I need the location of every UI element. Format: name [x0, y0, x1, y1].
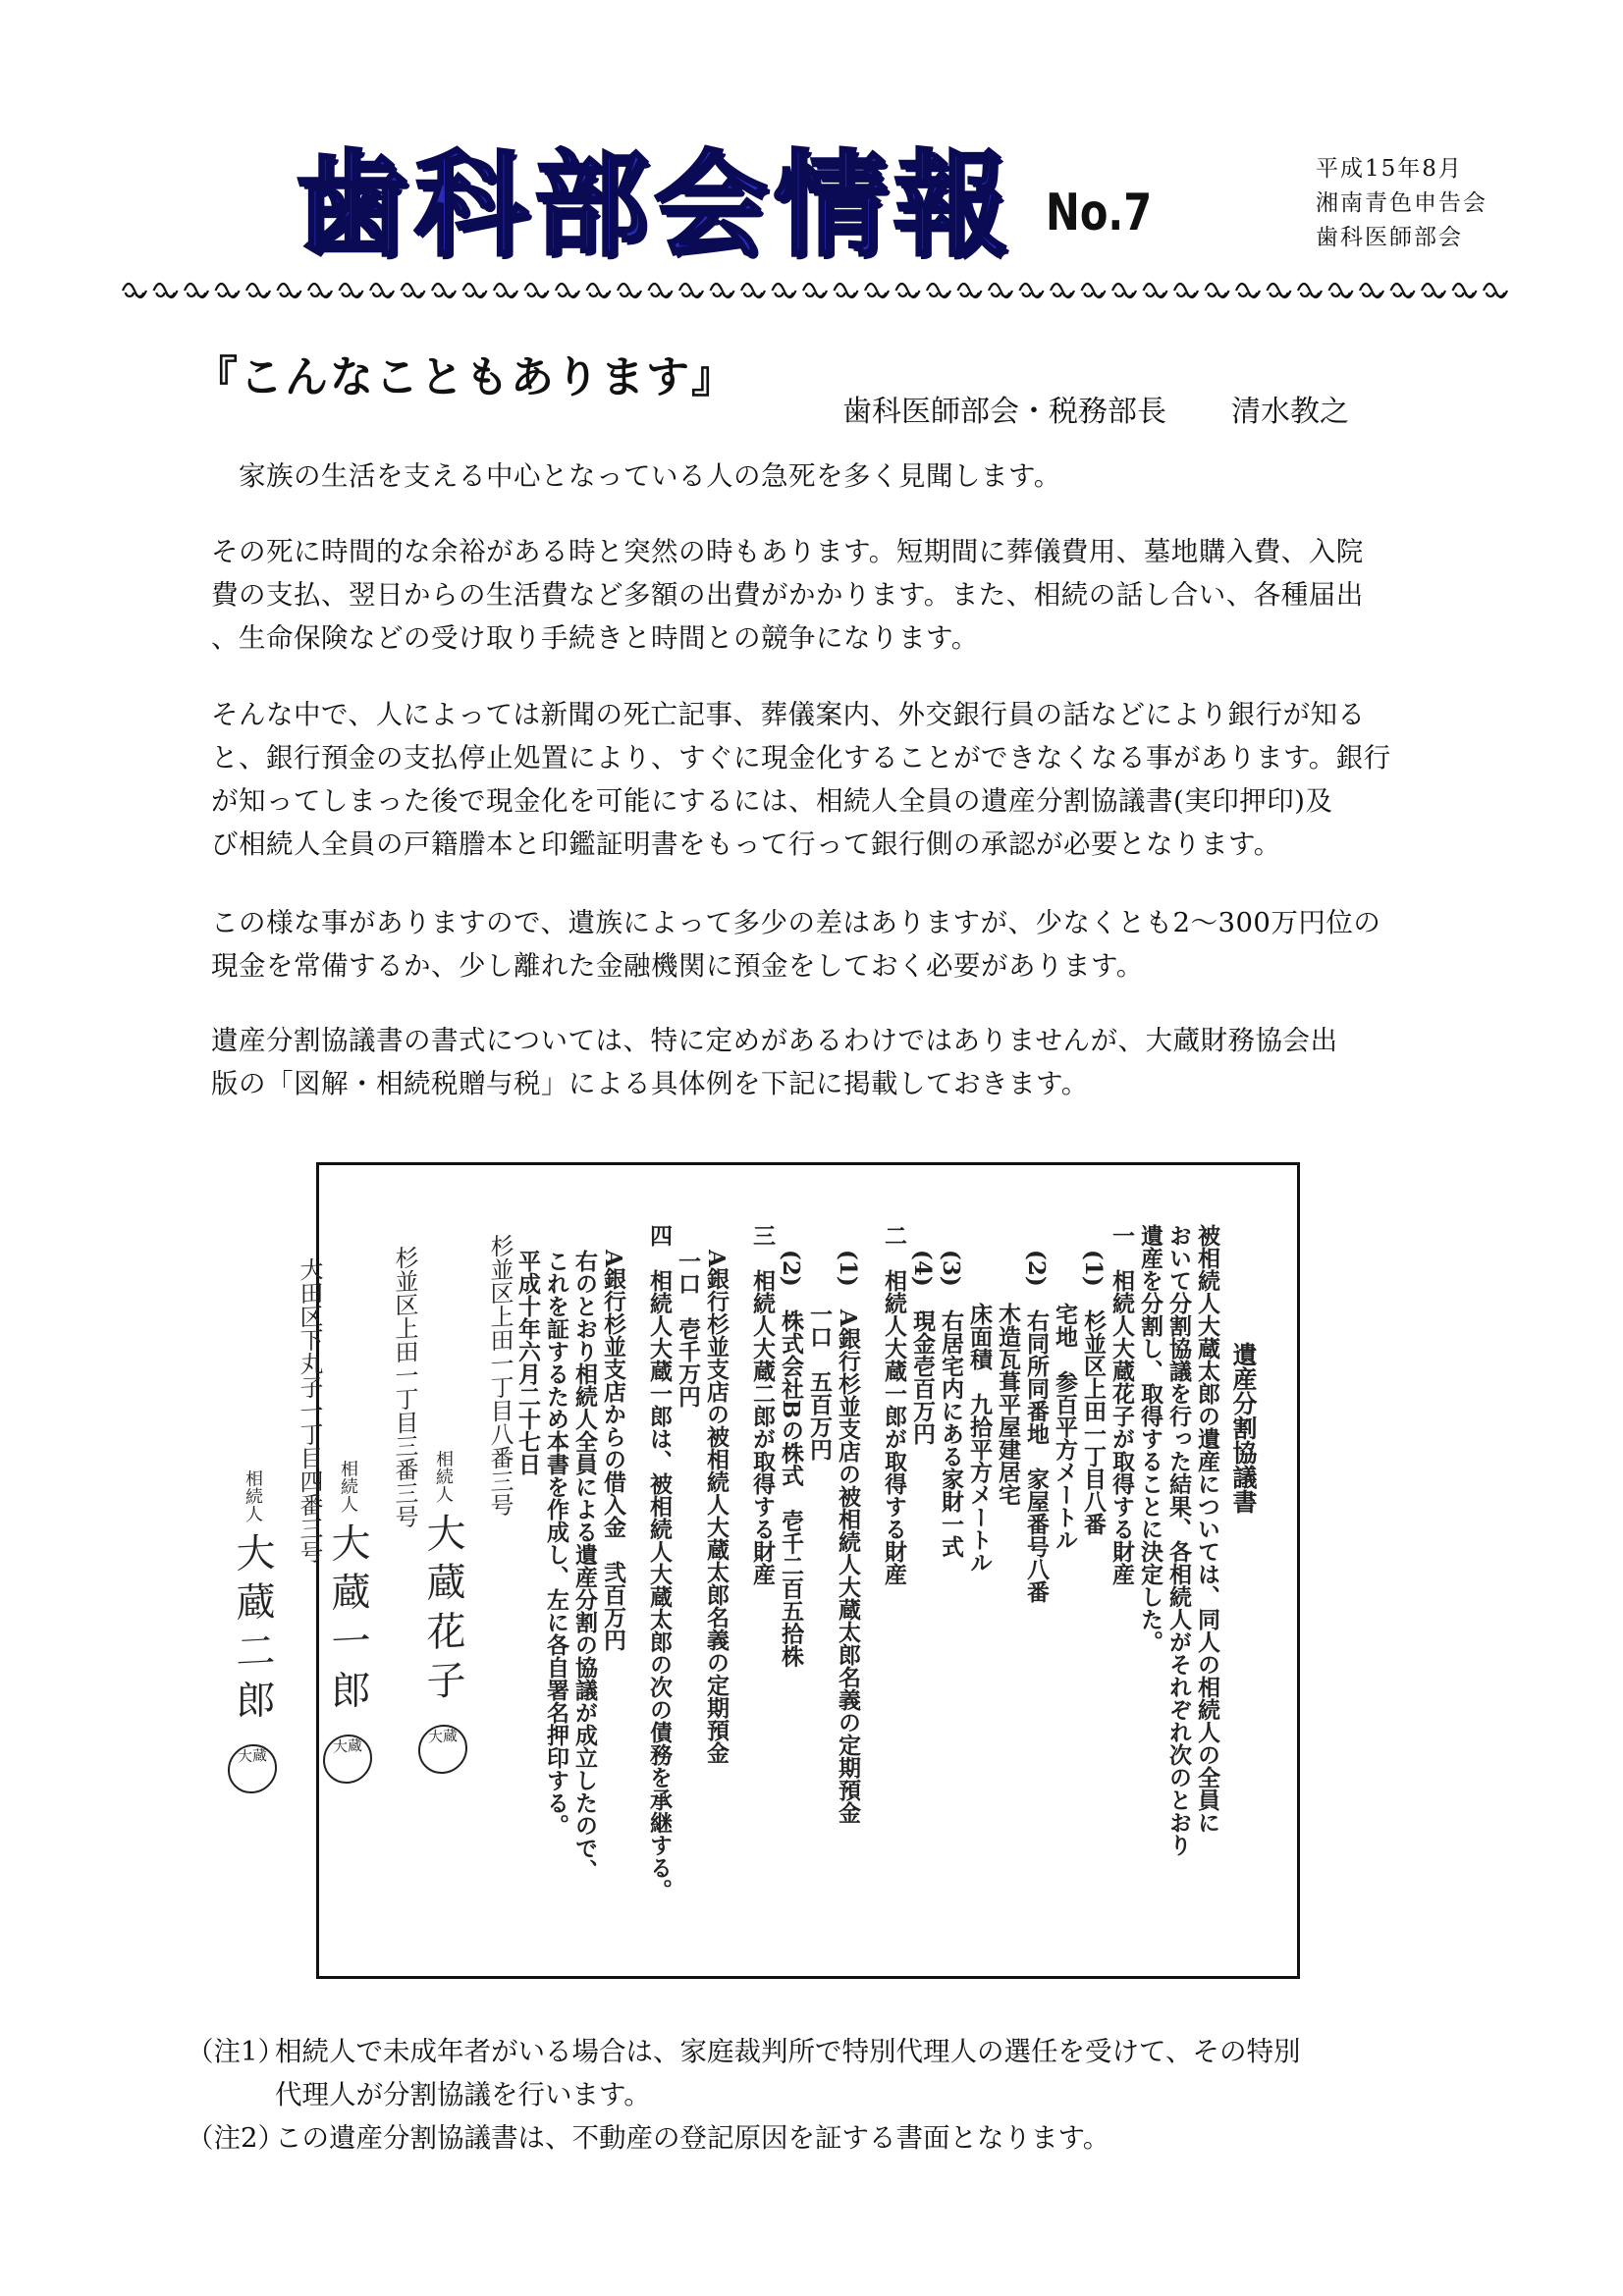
paragraph-line: 版の「図解・相続税贈与税」による具体例を下記に掲載しておきます。	[211, 1068, 1089, 1099]
divider-ornament	[1051, 284, 1074, 297]
divider-ornament	[1174, 284, 1198, 297]
divider-ornament	[1360, 284, 1383, 297]
document-line: 四 相続人大蔵一郎は、被相続人大蔵太郎の次の債務を承継する。	[646, 1224, 673, 1901]
author-role: 歯科医師部会・税務部長	[842, 395, 1166, 429]
paragraph-line: 費の支払、翌日からの生活費など多額の出費がかかります。また、相続の話し合い、各種届出	[211, 579, 1364, 611]
divider-ornament	[402, 284, 425, 297]
divider-ornament	[340, 284, 363, 297]
divider-ornament	[1082, 284, 1106, 297]
divider-ornament	[1484, 284, 1507, 297]
paragraph-line: その死に時間的な余裕がある時と突然の時もあります。短期間に葬儀費用、墓地購入費、入院	[211, 536, 1364, 567]
note-label: （注1）	[187, 2036, 285, 2067]
divider-ornament	[1020, 284, 1044, 297]
paragraph-line: そんな中で、人によっては新聞の死亡記事、葬儀案内、外交銀行員の話などにより銀行が知る	[211, 699, 1366, 730]
masthead	[295, 137, 1178, 275]
divider-ornament	[556, 284, 579, 297]
document-line: A銀行杉並支店の被相続人大蔵太郎名義の定期預金	[703, 1250, 730, 1764]
divider-ornament	[494, 284, 517, 297]
document-line: 遺産を分割し、取得することに決定した。	[1137, 1224, 1163, 1653]
issue-number: No.7	[1046, 184, 1153, 242]
document-line: 一口 壱千万円	[675, 1250, 701, 1408]
divider-ornament	[1298, 284, 1322, 297]
note	[187, 2116, 1522, 2160]
divider-ornament	[1112, 284, 1136, 297]
seal-stamp: 大蔵	[418, 1724, 467, 1776]
document-line: (4) 現金壱百万円	[909, 1250, 936, 1445]
article-title: 『こんなこともあります』	[194, 352, 736, 402]
seal-stamp: 大蔵	[228, 1743, 277, 1795]
paragraph	[211, 454, 1517, 498]
divider-ornament	[711, 284, 734, 297]
paragraph-line: び相続人全員の戸籍謄本と印鑑証明書をもって行って銀行側の承認が必要となります。	[211, 828, 1281, 860]
divider-ornament	[154, 284, 178, 297]
divider-ornament	[1268, 284, 1291, 297]
document-line: A銀行杉並支店からの借入金 弐百万円	[600, 1250, 626, 1651]
divider-ornament	[865, 284, 889, 297]
issuer-association: 湘南青色申告会	[1316, 190, 1488, 216]
document-line: 宅地 参百平方メートル	[1052, 1303, 1078, 1551]
note-text: この遺産分割協議書は、不動産の登記原因を証する書面となります。	[275, 2122, 1110, 2154]
divider-ornament	[370, 284, 394, 297]
divider-ornament	[803, 284, 827, 297]
sample-document-text	[228, 1204, 1258, 1950]
document-line: 三 相続人大蔵二郎が取得する財産	[749, 1224, 776, 1585]
paragraph-line: 、生命保険などの受け取り手続きと時間との競争になります。	[211, 622, 979, 654]
author-line	[842, 391, 1349, 434]
signature-role: 相続人	[338, 1459, 358, 1514]
divider-ornament	[773, 284, 796, 297]
document-line: 二 相続人大蔵一郎が取得する財産	[881, 1224, 907, 1585]
divider-ornament	[958, 284, 982, 297]
document-line: 一口 五百万円	[806, 1303, 833, 1461]
document-line: 平成十年六月二十七日	[514, 1250, 541, 1475]
notes	[187, 2030, 1522, 2160]
paragraph	[211, 901, 1517, 988]
divider-ornament	[1236, 284, 1260, 297]
paragraph-line: 遺産分割協議書の書式については、特に定めがあるわけではありませんが、大蔵財務協会出	[211, 1025, 1338, 1056]
document-line: (1) 杉並区上田一丁目八番	[1080, 1250, 1107, 1535]
divider-ornament	[1144, 284, 1167, 297]
paragraph-line: 家族の生活を支える中心となっている人の急死を多く見聞します。	[211, 460, 1061, 492]
divider-ornament	[1453, 284, 1477, 297]
paragraph	[211, 693, 1517, 866]
paragraph-line: が知ってしまった後で現金化を可能にするには、相続人全員の遺産分割協議書(実印押印)及	[211, 785, 1333, 817]
divider-ornament	[432, 284, 456, 297]
document-line: (1) A銀行杉並支店の被相続人大蔵太郎名義の定期預金	[835, 1250, 861, 1824]
divider-ornament	[896, 284, 920, 297]
note-text: 相続人で未成年者がいる場合は、家庭裁判所で特別代理人の選任を受けて、その特別 代理人が分割協議を行います。	[275, 2036, 1301, 2110]
divider-ornament	[246, 284, 270, 297]
document-line: 床面積 九拾平方メートル	[966, 1303, 993, 1574]
divider-ornament	[989, 284, 1012, 297]
divider-ornament	[185, 284, 208, 297]
divider-ornament	[216, 284, 240, 297]
divider-ornament	[123, 284, 146, 297]
signature-name: 大蔵一郎	[325, 1521, 370, 1721]
paragraph-line: と、銀行預金の支払停止処置により、すぐに現金化することができなくなる事があります。銀行	[211, 742, 1391, 774]
divider-ornament	[525, 284, 549, 297]
document-line: おいて分割協議を行った結果、各相続人がそれぞれ次のとおり	[1165, 1224, 1192, 1856]
signature-address: 大田区下丸子一丁目四番三号	[296, 1256, 323, 1565]
document-line: これを証するため本書を作成し、左に各自署名押印する。	[543, 1250, 569, 1837]
divider-ornament	[1422, 284, 1445, 297]
signature-name: 大蔵花子	[420, 1511, 465, 1711]
note-label: （注2）	[187, 2122, 285, 2154]
document-title: 遺産分割協議書	[1229, 1342, 1258, 1514]
signature-role: 相続人	[433, 1449, 454, 1504]
document-line: 右のとおり相続人全員による遺産分割の協議が成立したので、	[571, 1250, 598, 1882]
issuer-section: 歯科医師部会	[1316, 225, 1463, 250]
signature-address: 杉並区上田一丁目八番三号	[486, 1233, 514, 1518]
divider-ornament	[1391, 284, 1415, 297]
signature-address: 杉並区上田一丁目三番三号	[391, 1245, 418, 1529]
divider-ornament	[835, 284, 858, 297]
document-line: (2) 株式会社Bの株式 壱千二百五拾株	[778, 1250, 804, 1668]
divider-ornament	[1206, 284, 1229, 297]
paragraph-line: 現金を常備するか、少し離れた金融機関に預金をしておく必要があります。	[211, 950, 1144, 982]
divider-ornament	[308, 284, 332, 297]
document-line: 木造瓦葺平屋建居宅	[995, 1303, 1021, 1506]
sample-document-image	[230, 1162, 1300, 1979]
divider-ornament	[741, 284, 765, 297]
divider-ornament	[649, 284, 673, 297]
divider-ornament	[463, 284, 487, 297]
seal-stamp: 大蔵	[323, 1734, 372, 1786]
document-line: (2) 右同所同番地 家屋番号八番	[1023, 1250, 1050, 1603]
divider-ornament	[927, 284, 950, 297]
note	[187, 2030, 1522, 2116]
document-line: 一 相続人大蔵花子が取得する財産	[1109, 1224, 1135, 1585]
ornamental-divider	[113, 271, 1507, 304]
author-name: 清水教之	[1231, 395, 1349, 429]
divider-ornament	[1329, 284, 1353, 297]
signature-name: 大蔵二郎	[230, 1530, 275, 1731]
divider-ornament	[278, 284, 301, 297]
paragraph	[211, 1019, 1517, 1105]
document-line: (3) 右居宅内にある家財一式	[938, 1250, 964, 1558]
issuer-block	[1316, 152, 1488, 255]
divider-ornament	[679, 284, 703, 297]
newsletter-title: 歯科部会情報	[295, 139, 1013, 272]
paragraph-line: この様な事がありますので、遺族によって多少の差はありますが、少なくとも2～300万円位の	[211, 907, 1381, 938]
divider-ornament	[587, 284, 611, 297]
issue-date: 平成15年8月	[1316, 156, 1463, 182]
signature-role: 相続人	[243, 1468, 263, 1523]
paragraph	[211, 530, 1517, 660]
document-line: 被相続人大蔵太郎の遺産については、同人の相続人の全員に	[1194, 1224, 1220, 1834]
divider-ornament	[618, 284, 641, 297]
